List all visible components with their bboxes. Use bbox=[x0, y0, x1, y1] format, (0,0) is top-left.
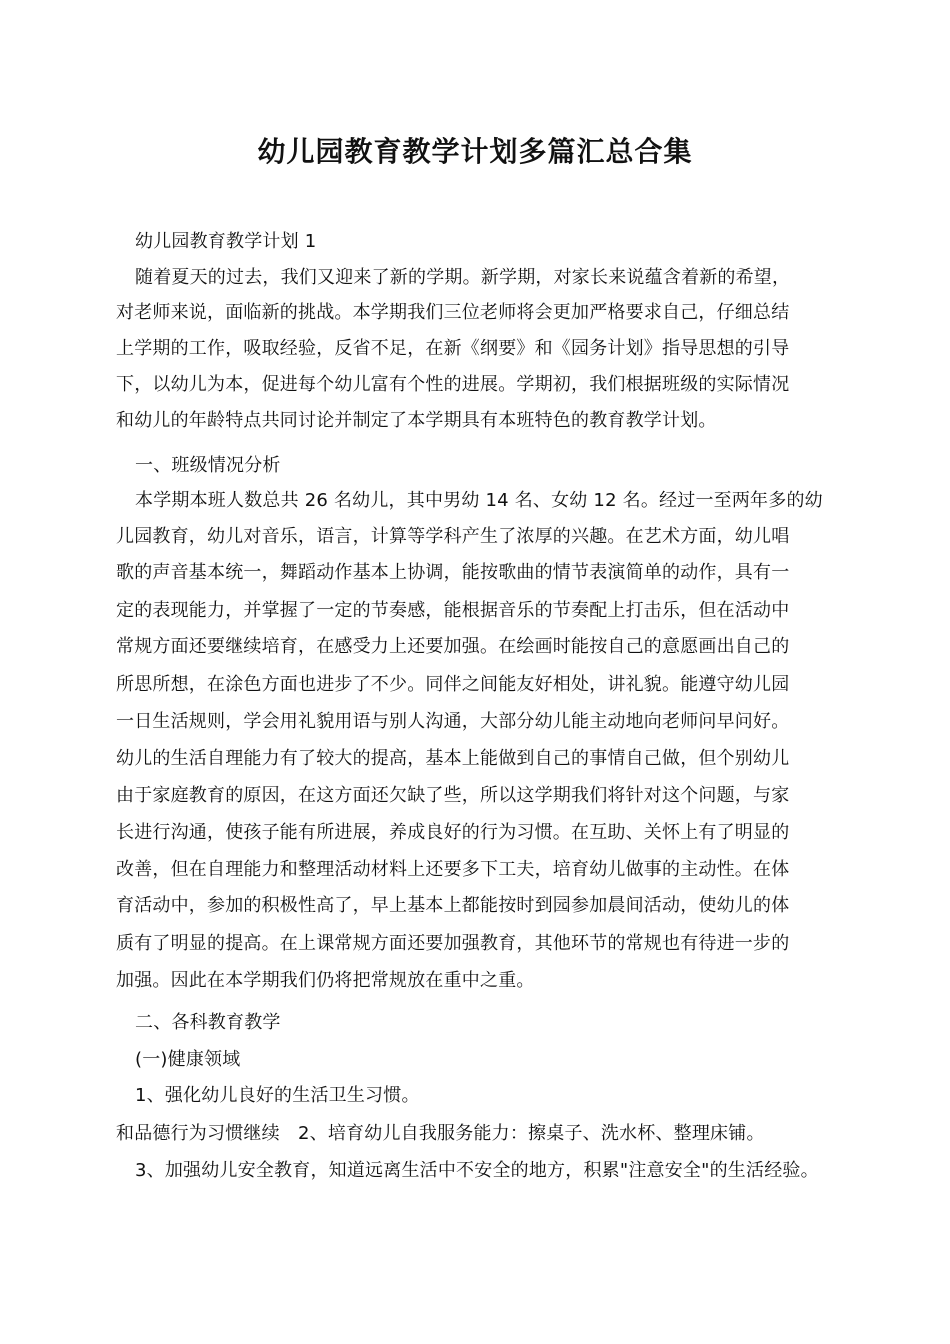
paragraph-line: 一日生活规则，学会用礼貌用语与别人沟通，大部分幼儿能主动地向老师问早问好。 bbox=[116, 711, 790, 732]
section-heading-class-analysis: 一、班级情况分析 bbox=[135, 455, 281, 476]
paragraph-line: 所思所想，在涂色方面也进步了不少。同伴之间能友好相处，讲礼貌。能遵守幼儿园 bbox=[116, 674, 790, 695]
paragraph-line: 质有了明显的提高。在上课常规方面还要加强教育，其他环节的常规也有待进一步的 bbox=[116, 933, 790, 954]
paragraph-line: 歌的声音基本统一，舞蹈动作基本上协调，能按歌曲的情节表演简单的动作，具有一 bbox=[116, 562, 790, 583]
section-heading-plan-1: 幼儿园教育教学计划 1 bbox=[135, 231, 317, 252]
paragraph-line: 定的表现能力，并掌握了一定的节奏感，能根据音乐的节奏配上打击乐，但在活动中 bbox=[116, 600, 790, 621]
list-item: 3、加强幼儿安全教育，知道远离生活中不安全的地方，积累"注意安全"的生活经验。 bbox=[135, 1160, 819, 1181]
list-item: 和品德行为习惯继续 2、培育幼儿自我服务能力：擦桌子、洗水杯、整理床铺。 bbox=[116, 1123, 765, 1144]
paragraph-line: 上学期的工作，吸取经验，反省不足，在新《纲要》和《园务计划》指导思想的引导 bbox=[116, 338, 790, 359]
paragraph-line: 下，以幼儿为本，促进每个幼儿富有个性的进展。学期初，我们根据班级的实际情况 bbox=[116, 374, 790, 395]
paragraph-line: 加强。因此在本学期我们仍将把常规放在重中之重。 bbox=[116, 970, 535, 991]
paragraph-line: 对老师来说，面临新的挑战。本学期我们三位老师将会更加严格要求自己，仔细总结 bbox=[116, 302, 790, 323]
paragraph-line: 本学期本班人数总共 26 名幼儿，其中男幼 14 名、女幼 12 名。经过一至两年多的幼 bbox=[135, 490, 823, 511]
paragraph-line: 育活动中，参加的积极性高了，早上基本上都能按时到园参加晨间活动，使幼儿的体 bbox=[116, 895, 790, 916]
paragraph-line: 儿园教育，幼儿对音乐，语言，计算等学科产生了浓厚的兴趣。在艺术方面，幼儿唱 bbox=[116, 526, 790, 547]
list-item: 1、强化幼儿良好的生活卫生习惯。 bbox=[135, 1085, 420, 1106]
subsection-heading-health: (一)健康领域 bbox=[135, 1049, 241, 1070]
paragraph-line: 常规方面还要继续培育，在感受力上还要加强。在绘画时能按自己的意愿画出自己的 bbox=[116, 636, 790, 657]
paragraph-line: 长进行沟通，使孩子能有所进展，养成良好的行为习惯。在互助、关怀上有了明显的 bbox=[116, 822, 790, 843]
paragraph-line: 随着夏天的过去，我们又迎来了新的学期。新学期，对家长来说蕴含着新的希望， bbox=[135, 267, 791, 288]
document-title: 幼儿园教育教学计划多篇汇总合集 bbox=[257, 135, 693, 168]
section-heading-subjects: 二、各科教育教学 bbox=[135, 1012, 281, 1033]
paragraph-line: 由于家庭教育的原因，在这方面还欠缺了些，所以这学期我们将针对这个问题，与家 bbox=[116, 785, 790, 806]
paragraph-line: 幼儿的生活自理能力有了较大的提高，基本上能做到自己的事情自己做，但个别幼儿 bbox=[116, 748, 790, 769]
paragraph-line: 和幼儿的年龄特点共同讨论并制定了本学期具有本班特色的教育教学计划。 bbox=[116, 410, 717, 431]
paragraph-line: 改善，但在自理能力和整理活动材料上还要多下工夫，培育幼儿做事的主动性。在体 bbox=[116, 859, 790, 880]
